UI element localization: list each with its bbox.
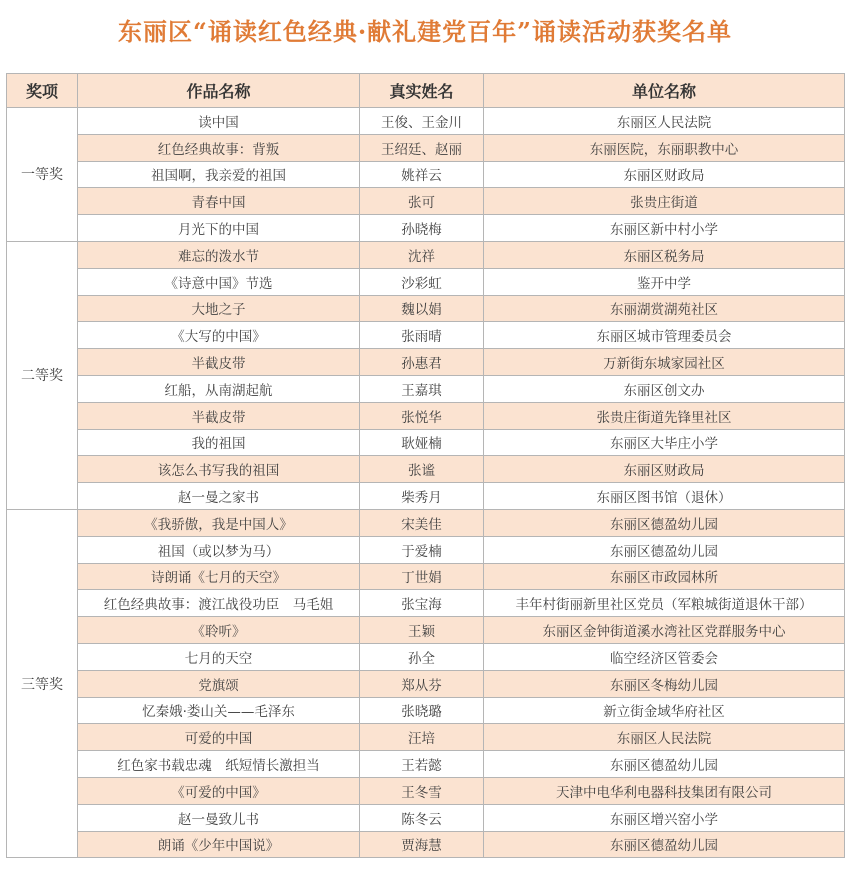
organization-cell: 张贵庄街道 <box>484 188 845 215</box>
organization-cell: 东丽医院，东丽职教中心 <box>484 134 845 161</box>
table-row <box>7 402 845 429</box>
real-name-cell: 张宝海 <box>360 590 484 617</box>
work-title-cell: 赵一曼致儿书 <box>78 804 360 831</box>
table-row <box>7 241 845 268</box>
real-name-cell: 张谧 <box>360 456 484 483</box>
real-name-cell: 柴秀月 <box>360 483 484 510</box>
real-name-cell: 张悦华 <box>360 402 484 429</box>
header-work-title: 作品名称 <box>78 74 360 108</box>
table-row <box>7 590 845 617</box>
table-row <box>7 483 845 510</box>
award-level-cell: 一等奖 <box>7 108 78 242</box>
organization-cell: 东丽区新中村小学 <box>484 215 845 242</box>
work-title-cell: 红色经典故事：渡江战役功臣 马毛姐 <box>78 590 360 617</box>
work-title-cell: 该怎么书写我的祖国 <box>78 456 360 483</box>
work-title-cell: 党旗颂 <box>78 670 360 697</box>
real-name-cell: 姚祥云 <box>360 161 484 188</box>
table-row <box>7 134 845 161</box>
organization-cell: 东丽区大毕庄小学 <box>484 429 845 456</box>
organization-cell: 万新街东城家园社区 <box>484 349 845 376</box>
table-header <box>7 74 845 108</box>
table-row <box>7 617 845 644</box>
real-name-cell: 王若懿 <box>360 751 484 778</box>
table-row <box>7 670 845 697</box>
work-title-cell: 红船，从南湖起航 <box>78 375 360 402</box>
real-name-cell: 沙彩虹 <box>360 268 484 295</box>
real-name-cell: 宋美佳 <box>360 509 484 536</box>
real-name-cell: 魏以娟 <box>360 295 484 322</box>
organization-cell: 张贵庄街道先锋里社区 <box>484 402 845 429</box>
real-name-cell: 贾海慧 <box>360 831 484 858</box>
real-name-cell: 张雨晴 <box>360 322 484 349</box>
work-title-cell: 难忘的泼水节 <box>78 241 360 268</box>
work-title-cell: 青春中国 <box>78 188 360 215</box>
organization-cell: 东丽区图书馆（退休） <box>484 483 845 510</box>
work-title-cell: 《可爱的中国》 <box>78 777 360 804</box>
header-organization: 单位名称 <box>484 74 845 108</box>
award-table <box>6 73 845 858</box>
work-title-cell: 《聆听》 <box>78 617 360 644</box>
work-title-cell: 《我骄傲，我是中国人》 <box>78 509 360 536</box>
work-title-cell: 忆秦娥·娄山关——毛泽东 <box>78 697 360 724</box>
work-title-cell: 《诗意中国》节选 <box>78 268 360 295</box>
organization-cell: 东丽区人民法院 <box>484 108 845 135</box>
work-title-cell: 祖国啊，我亲爱的祖国 <box>78 161 360 188</box>
table-row <box>7 161 845 188</box>
organization-cell: 东丽区冬梅幼儿园 <box>484 670 845 697</box>
header-row <box>7 74 845 108</box>
table-row <box>7 215 845 242</box>
organization-cell: 东丽区财政局 <box>484 161 845 188</box>
table-row <box>7 268 845 295</box>
table-row <box>7 643 845 670</box>
organization-cell: 临空经济区管委会 <box>484 643 845 670</box>
table-row <box>7 429 845 456</box>
award-level-cell: 三等奖 <box>7 509 78 857</box>
work-title-cell: 诗朗诵《七月的天空》 <box>78 563 360 590</box>
table-row <box>7 456 845 483</box>
real-name-cell: 沈祥 <box>360 241 484 268</box>
real-name-cell: 张可 <box>360 188 484 215</box>
table-row <box>7 322 845 349</box>
table-row <box>7 777 845 804</box>
organization-cell: 鉴开中学 <box>484 268 845 295</box>
table-row <box>7 295 845 322</box>
real-name-cell: 王冬雪 <box>360 777 484 804</box>
work-title-cell: 可爱的中国 <box>78 724 360 751</box>
organization-cell: 东丽湖赏湖苑社区 <box>484 295 845 322</box>
real-name-cell: 王嘉琪 <box>360 375 484 402</box>
organization-cell: 东丽区创文办 <box>484 375 845 402</box>
table-row <box>7 349 845 376</box>
header-award: 奖项 <box>7 74 78 108</box>
real-name-cell: 丁世娟 <box>360 563 484 590</box>
organization-cell: 新立街金域华府社区 <box>484 697 845 724</box>
organization-cell: 东丽区德盈幼儿园 <box>484 509 845 536</box>
table-row <box>7 563 845 590</box>
work-title-cell: 朗诵《少年中国说》 <box>78 831 360 858</box>
table-row <box>7 751 845 778</box>
table-row <box>7 697 845 724</box>
real-name-cell: 汪培 <box>360 724 484 751</box>
work-title-cell: 半截皮带 <box>78 349 360 376</box>
header-real-name: 真实姓名 <box>360 74 484 108</box>
award-level-cell: 二等奖 <box>7 241 78 509</box>
real-name-cell: 孙全 <box>360 643 484 670</box>
real-name-cell: 陈冬云 <box>360 804 484 831</box>
organization-cell: 东丽区德盈幼儿园 <box>484 751 845 778</box>
work-title-cell: 七月的天空 <box>78 643 360 670</box>
work-title-cell: 《大写的中国》 <box>78 322 360 349</box>
real-name-cell: 耿娅楠 <box>360 429 484 456</box>
organization-cell: 天津中电华利电器科技集团有限公司 <box>484 777 845 804</box>
table-row <box>7 831 845 858</box>
work-title-cell: 红色家书载忠魂 纸短情长激担当 <box>78 751 360 778</box>
table-row <box>7 375 845 402</box>
table-body <box>7 108 845 858</box>
organization-cell: 东丽区财政局 <box>484 456 845 483</box>
work-title-cell: 读中国 <box>78 108 360 135</box>
organization-cell: 东丽区市政园林所 <box>484 563 845 590</box>
work-title-cell: 我的祖国 <box>78 429 360 456</box>
table-row <box>7 108 845 135</box>
organization-cell: 东丽区金钟街道溪水湾社区党群服务中心 <box>484 617 845 644</box>
organization-cell: 东丽区德盈幼儿园 <box>484 536 845 563</box>
real-name-cell: 郑从芬 <box>360 670 484 697</box>
work-title-cell: 大地之子 <box>78 295 360 322</box>
work-title-cell: 红色经典故事：背叛 <box>78 134 360 161</box>
work-title-cell: 赵一曼之家书 <box>78 483 360 510</box>
real-name-cell: 孙晓梅 <box>360 215 484 242</box>
table-row <box>7 509 845 536</box>
real-name-cell: 王颖 <box>360 617 484 644</box>
organization-cell: 东丽区德盈幼儿园 <box>484 831 845 858</box>
work-title-cell: 半截皮带 <box>78 402 360 429</box>
organization-cell: 东丽区增兴窑小学 <box>484 804 845 831</box>
real-name-cell: 王俊、王金川 <box>360 108 484 135</box>
real-name-cell: 孙惠君 <box>360 349 484 376</box>
work-title-cell: 祖国（或以梦为马） <box>78 536 360 563</box>
real-name-cell: 王绍廷、赵丽 <box>360 134 484 161</box>
real-name-cell: 于爱楠 <box>360 536 484 563</box>
table-row <box>7 536 845 563</box>
table-row <box>7 804 845 831</box>
organization-cell: 丰年村街丽新里社区党员（军粮城街道退休干部） <box>484 590 845 617</box>
real-name-cell: 张晓璐 <box>360 697 484 724</box>
page-title: 东丽区“诵读红色经典·献礼建党百年”诵读活动获奖名单 <box>118 17 732 46</box>
table-row <box>7 724 845 751</box>
organization-cell: 东丽区税务局 <box>484 241 845 268</box>
table-row <box>7 188 845 215</box>
work-title-cell: 月光下的中国 <box>78 215 360 242</box>
organization-cell: 东丽区城市管理委员会 <box>484 322 845 349</box>
organization-cell: 东丽区人民法院 <box>484 724 845 751</box>
